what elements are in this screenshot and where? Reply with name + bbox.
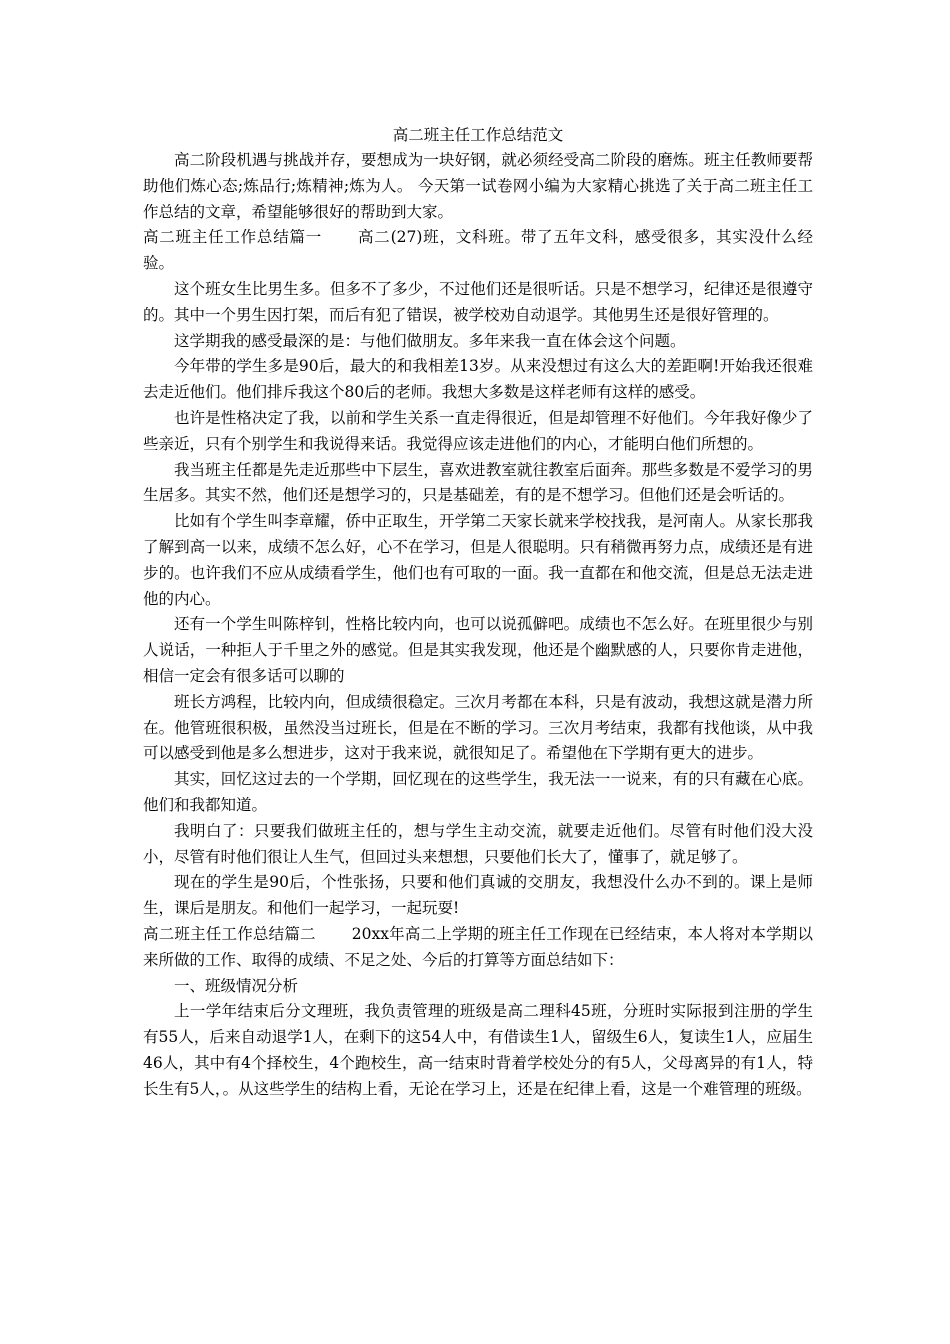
section2-heading-line xyxy=(143,922,813,974)
intro-paragraph: 高二阶段机遇与挑战并存，要想成为一块好钢，就必须经受高二阶段的磨炼。班主任教师要帮助他们炼心态;炼品行;炼精神;炼为人。 今天第一试卷网小编为大家精心挑选了关于高二班主任工作总结的文章，希望能够很好的帮助到大家。 xyxy=(143,151,813,221)
section1-paragraph: 我明白了：只要我们做班主任的，想与学生主动交流，就要走近他们。尽管有时他们没大没小，尽管有时他们很让人生气，但回过头来想想，只要他们长大了，懂事了，就足够了。 xyxy=(143,821,813,866)
section1-paragraph: 比如有个学生叫李章耀，侨中正取生，开学第二天家长就来学校找我，是河南人。从家长那我了解到高一以来，成绩不怎么好，心不在学习，但是人很聪明。只有稍微再努力点，成绩还是有进步的。也许我们不应从成绩看学生，他们也有可取的一面。我一直都在和他交流，但是总无法走进他的内心。 xyxy=(143,512,813,608)
section2-lead: 20xx年高二上学期的班主任工作现在已经结束，本人将对本学期以来所做的工作、取得的成绩、不足之处、今后的打算等方面总结如下： xyxy=(143,924,813,969)
document-page xyxy=(143,122,813,1102)
section1-title: 高二班主任工作总结篇一 xyxy=(143,228,323,247)
section1-lead: 高二(27)班，文科班。带了五年文科，感受很多，其实没什么经验。 xyxy=(143,228,813,273)
section1-heading-line xyxy=(143,225,813,277)
section1-paragraph: 今年带的学生多是90后，最大的和我相差13岁。从来没想过有这么大的差距啊!开始我还很难去走近他们。他们排斥我这个80后的老师。我想大多数是这样老师有这样的感受。 xyxy=(143,357,813,402)
section1-paragraph: 其实，回忆这过去的一个学期，回忆现在的这些学生，我无法一一说来，有的只有藏在心底。他们和我都知道。 xyxy=(143,770,813,814)
section2-subheading: 一、班级情况分析 xyxy=(174,976,299,995)
section1-paragraph: 我当班主任都是先走近那些中下层生，喜欢进教室就往教室后面奔。那些多数是不爱学习的男生居多。其实不然，他们还是想学习的，只是基础差，有的是不想学习。但他们还是会听话的。 xyxy=(143,460,813,505)
section1-paragraph: 班长方鸿程，比较内向，但成绩很稳定。三次月考都在本科，只是有波动，我想这就是潜力所在。他管班很积极，虽然没当过班长，但是在不断的学习。三次月考结束，我都有找他谈，从中我可以感受到他是多么想进步，这对于我来说，就很知足了。希望他在下学期有更大的进步。 xyxy=(143,692,813,763)
section1-paragraph: 也许是性格决定了我，以前和学生关系一直走得很近，但是却管理不好他们。今年我好像少了些亲近，只有个别学生和我说得来话。我觉得应该走进他们的内心，才能明白他们所想的。 xyxy=(143,408,813,453)
document-title: 高二班主任工作总结范文 xyxy=(392,126,564,144)
section2-paragraph: 上一学年结束后分文理班，我负责管理的班级是高二理科45班，分班时实际报到注册的学生有55人，后来自动退学1人，在剩下的这54人中，有借读生1人，留级生6人，复读生1人，应届生46人，其中有4个择校生，4个跑校生，高一结束时背着学校处分的有5人，父母离异的有1人，特长生有5人，。从这些学生的结构上看，无论在学习上，还是在纪律上看，这是一个难管理的班级。 xyxy=(143,1002,813,1098)
section1-paragraph: 这个班女生比男生多。但多不了多少，不过他们还是很听话。只是不想学习，纪律还是很遵守的。其中一个男生因打架，而后有犯了错误，被学校劝自动退学。其他男生还是很好管理的。 xyxy=(143,279,813,324)
section2-title: 高二班主任工作总结篇二 xyxy=(143,924,316,943)
section1-paragraph: 这学期我的感受最深的是：与他们做朋友。多年来我一直在体会这个问题。 xyxy=(174,331,686,350)
section1-paragraph: 现在的学生是90后，个性张扬，只要和他们真诚的交朋友，我想没什么办不到的。课上是师生，课后是朋友。和他们一起学习，一起玩耍! xyxy=(143,873,813,918)
section1-paragraph: 还有一个学生叫陈梓钊，性格比较内向，也可以说孤僻吧。成绩也不怎么好。在班里很少与别人说话，一种拒人于千里之外的感觉。但是其实我发现，他还是个幽默感的人，只要你肯走进他，相信一定会有很多话可以聊的 xyxy=(143,615,813,685)
